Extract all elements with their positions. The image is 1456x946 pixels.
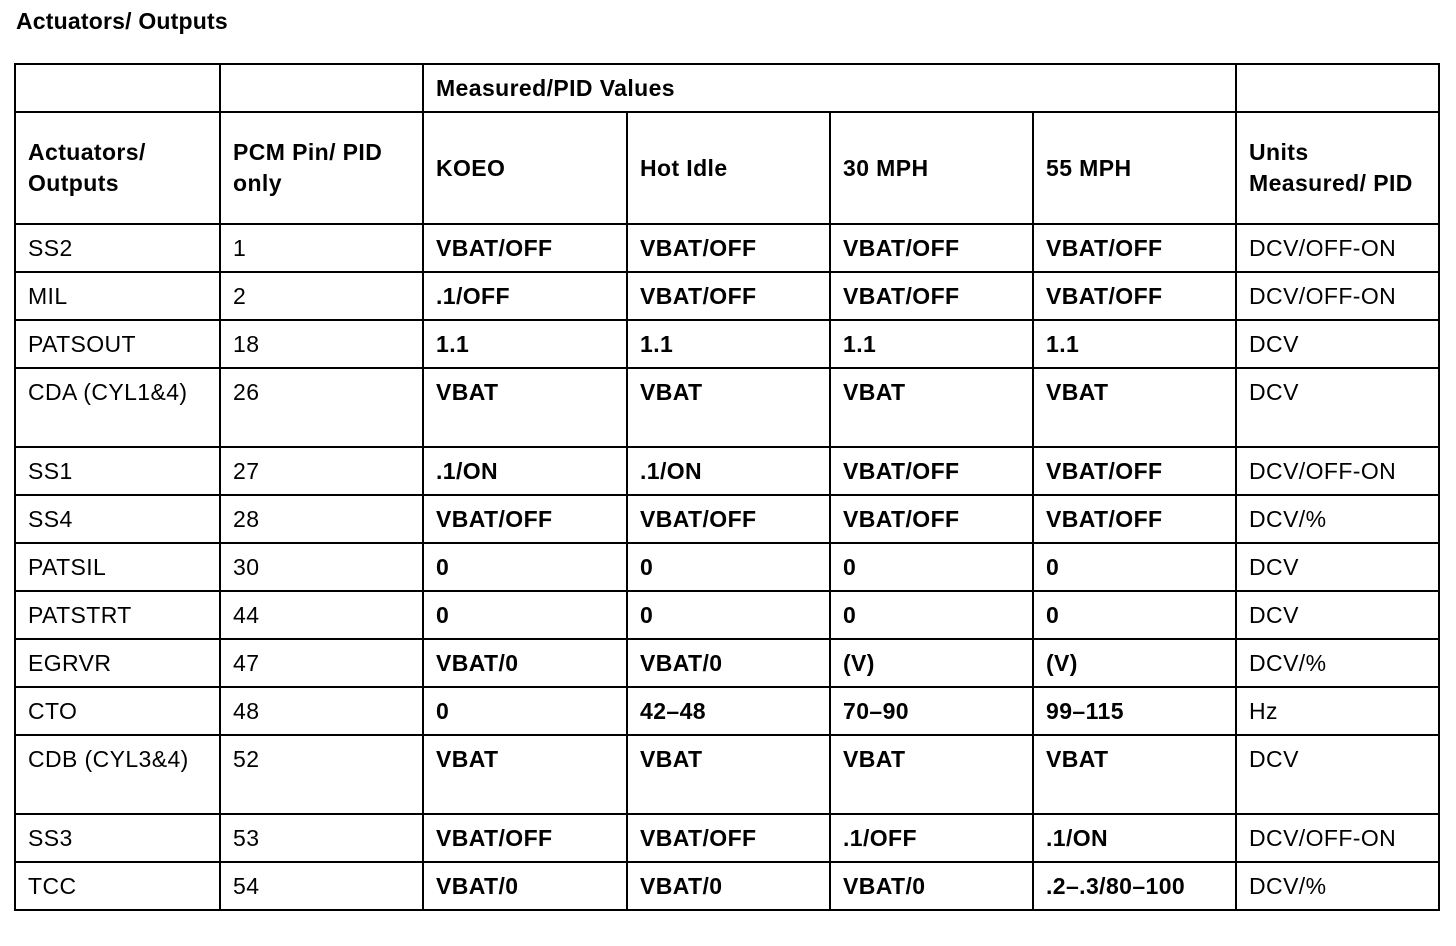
cell-hot-idle: VBAT/OFF [627,495,830,543]
header-units: Units Measured/ PID [1236,112,1439,224]
cell-hot-idle: VBAT/OFF [627,814,830,862]
cell-koeo: 1.1 [423,320,627,368]
cell-actuator: SS2 [15,224,220,272]
cell-30-mph: .1/OFF [830,814,1033,862]
cell-units: DCV/OFF-ON [1236,447,1439,495]
cell-55-mph: VBAT [1033,735,1236,814]
cell-30-mph: VBAT/OFF [830,495,1033,543]
table-row [15,224,1439,272]
cell-actuator: EGRVR [15,639,220,687]
table-row [15,320,1439,368]
group-header-row [15,64,1439,112]
cell-koeo: VBAT/OFF [423,814,627,862]
cell-actuator: SS4 [15,495,220,543]
cell-units: DCV [1236,735,1439,814]
cell-30-mph: 70–90 [830,687,1033,735]
header-pin: PCM Pin/ PID only [220,112,423,224]
cell-actuator: CDA (CYL1&4) [15,368,220,447]
cell-koeo: 0 [423,687,627,735]
cell-55-mph: VBAT/OFF [1033,224,1236,272]
cell-hot-idle: VBAT/0 [627,639,830,687]
cell-pin: 47 [220,639,423,687]
cell-actuator: PATSIL [15,543,220,591]
cell-hot-idle: VBAT/OFF [627,272,830,320]
table-row [15,543,1439,591]
cell-55-mph: 0 [1033,591,1236,639]
cell-hot-idle: VBAT/0 [627,862,830,910]
cell-koeo: VBAT/0 [423,639,627,687]
table-row [15,735,1439,814]
cell-55-mph: VBAT/OFF [1033,272,1236,320]
cell-pin: 53 [220,814,423,862]
cell-koeo: VBAT/OFF [423,495,627,543]
cell-30-mph: VBAT [830,368,1033,447]
cell-pin: 1 [220,224,423,272]
cell-actuator: MIL [15,272,220,320]
cell-koeo: .1/OFF [423,272,627,320]
cell-koeo: VBAT/0 [423,862,627,910]
cell-30-mph: VBAT [830,735,1033,814]
cell-actuator: SS1 [15,447,220,495]
actuator-output-table [14,63,1440,911]
cell-actuator: CDB (CYL3&4) [15,735,220,814]
measured-values-group-header: Measured/PID Values [423,64,1236,112]
cell-units: DCV [1236,368,1439,447]
cell-koeo: VBAT/OFF [423,224,627,272]
cell-55-mph: VBAT/OFF [1033,495,1236,543]
cell-30-mph: VBAT/0 [830,862,1033,910]
cell-hot-idle: .1/ON [627,447,830,495]
blank-header-cell [1236,64,1439,112]
cell-units: DCV/% [1236,639,1439,687]
table-row [15,639,1439,687]
cell-units: DCV/% [1236,495,1439,543]
cell-30-mph: VBAT/OFF [830,272,1033,320]
cell-koeo: VBAT [423,735,627,814]
cell-hot-idle: 42–48 [627,687,830,735]
cell-hot-idle: VBAT/OFF [627,224,830,272]
cell-55-mph: 1.1 [1033,320,1236,368]
cell-hot-idle: 0 [627,591,830,639]
cell-koeo: 0 [423,591,627,639]
cell-pin: 52 [220,735,423,814]
cell-55-mph: VBAT/OFF [1033,447,1236,495]
cell-55-mph: (V) [1033,639,1236,687]
cell-actuator: PATSOUT [15,320,220,368]
cell-pin: 30 [220,543,423,591]
header-hot-idle: Hot Idle [627,112,830,224]
cell-koeo: .1/ON [423,447,627,495]
cell-pin: 26 [220,368,423,447]
cell-55-mph: .2–.3/80–100 [1033,862,1236,910]
table-row [15,272,1439,320]
cell-units: DCV [1236,591,1439,639]
cell-actuator: SS3 [15,814,220,862]
cell-actuator: TCC [15,862,220,910]
cell-koeo: VBAT [423,368,627,447]
header-30-mph: 30 MPH [830,112,1033,224]
cell-pin: 54 [220,862,423,910]
cell-55-mph: VBAT [1033,368,1236,447]
header-koeo: KOEO [423,112,627,224]
header-actuator: Actuators/ Outputs [15,112,220,224]
cell-30-mph: VBAT/OFF [830,447,1033,495]
table-row [15,862,1439,910]
cell-30-mph: 1.1 [830,320,1033,368]
cell-pin: 2 [220,272,423,320]
cell-55-mph: 99–115 [1033,687,1236,735]
cell-pin: 44 [220,591,423,639]
cell-units: DCV [1236,543,1439,591]
cell-units: DCV [1236,320,1439,368]
table-row [15,687,1439,735]
cell-koeo: 0 [423,543,627,591]
cell-30-mph: 0 [830,543,1033,591]
cell-30-mph: VBAT/OFF [830,224,1033,272]
page-title: Actuators/ Outputs [16,8,228,34]
cell-hot-idle: 1.1 [627,320,830,368]
column-header-row [15,112,1439,224]
blank-header-cell [15,64,220,112]
table-row [15,368,1439,447]
table-row [15,814,1439,862]
cell-55-mph: .1/ON [1033,814,1236,862]
cell-pin: 27 [220,447,423,495]
cell-hot-idle: VBAT [627,368,830,447]
table-row [15,591,1439,639]
cell-pin: 18 [220,320,423,368]
cell-units: DCV/OFF-ON [1236,272,1439,320]
cell-actuator: CTO [15,687,220,735]
cell-hot-idle: VBAT [627,735,830,814]
cell-pin: 48 [220,687,423,735]
cell-units: Hz [1236,687,1439,735]
header-55-mph: 55 MPH [1033,112,1236,224]
table-row [15,495,1439,543]
cell-30-mph: 0 [830,591,1033,639]
cell-units: DCV/% [1236,862,1439,910]
blank-header-cell [220,64,423,112]
table-row [15,447,1439,495]
cell-units: DCV/OFF-ON [1236,224,1439,272]
cell-30-mph: (V) [830,639,1033,687]
cell-units: DCV/OFF-ON [1236,814,1439,862]
cell-55-mph: 0 [1033,543,1236,591]
cell-actuator: PATSTRT [15,591,220,639]
cell-pin: 28 [220,495,423,543]
cell-hot-idle: 0 [627,543,830,591]
